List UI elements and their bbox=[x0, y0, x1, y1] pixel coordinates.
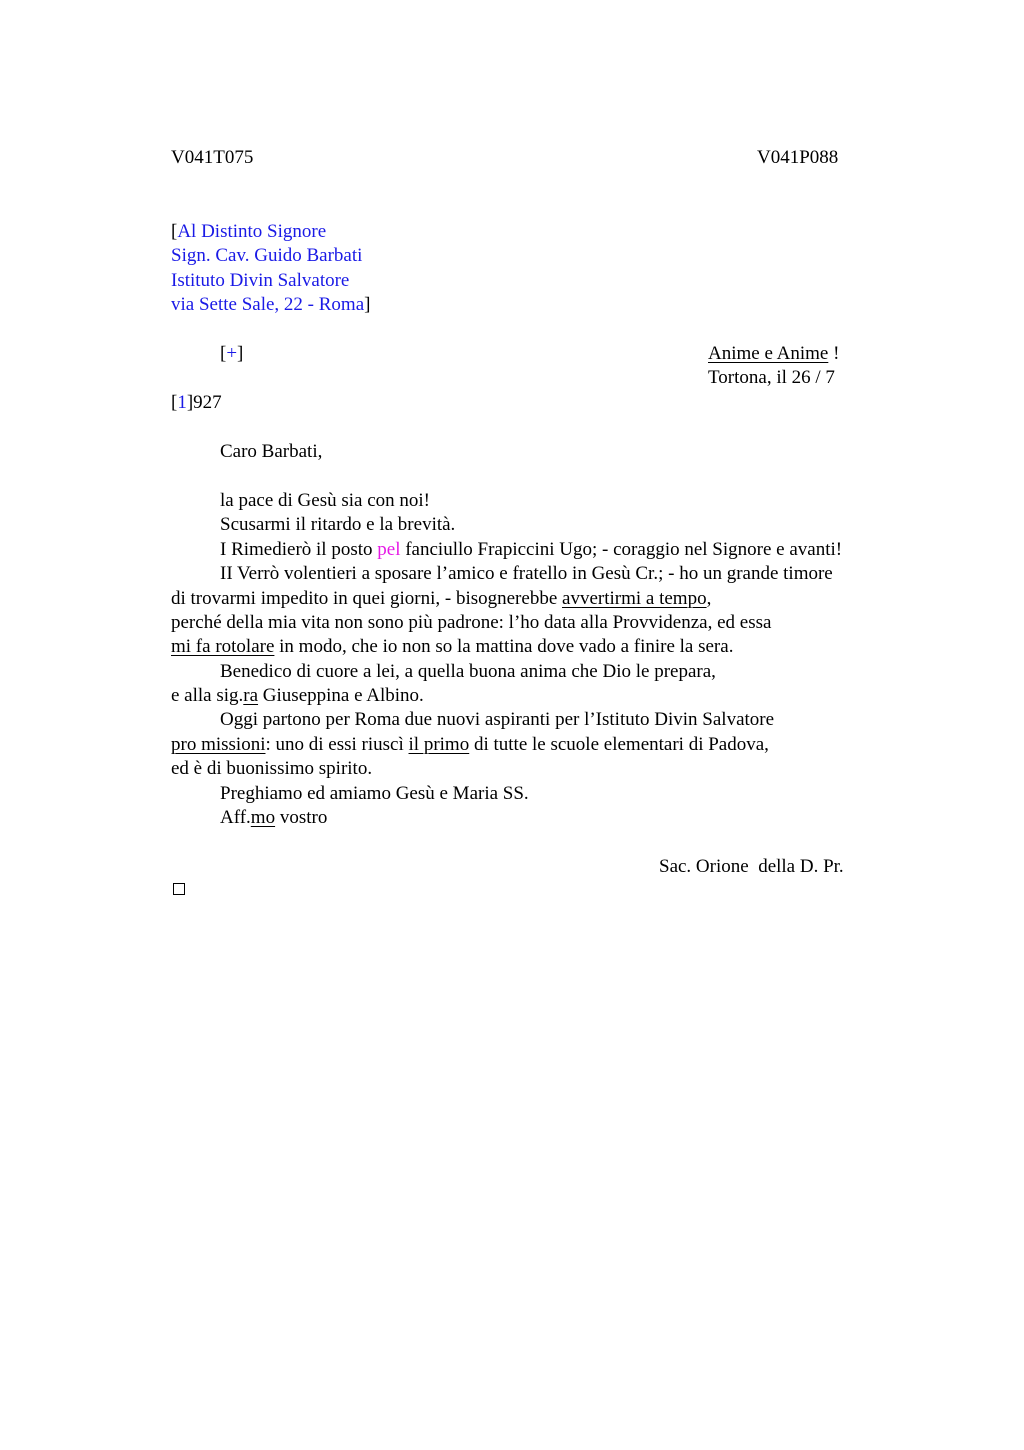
left-code: V041T075 bbox=[171, 147, 254, 168]
editorial-word: pel bbox=[377, 539, 401, 560]
salutation: Caro Barbati, bbox=[220, 441, 323, 462]
address-line-3: Istituto Divin Salvatore bbox=[171, 270, 350, 291]
body-line: Oggi partono per Roma due nuovi aspiranti per l’Istituto Divin Salvatore bbox=[220, 709, 775, 730]
body-line: I Rimedierò il posto pel fanciullo Frapiccini Ugo; - coraggio nel Signore e avanti! bbox=[220, 539, 843, 560]
body-line: Scusarmi il ritardo e la brevità. bbox=[220, 514, 456, 535]
year: [1]927 bbox=[171, 392, 222, 413]
body-line: la pace di Gesù sia con noi! bbox=[220, 490, 430, 511]
address-line-1: Al Distinto Signore bbox=[177, 221, 327, 242]
motto: Anime e Anime ! bbox=[708, 343, 840, 364]
body-line: perché della mia vita non sono più padrone: l’ho data alla Provvidenza, ed essa bbox=[171, 612, 772, 633]
end-marker-square-icon bbox=[173, 883, 185, 895]
body-line: II Verrò volentieri a sposare l’amico e fratello in Gesù Cr.; - ho un grande timore bbox=[220, 563, 833, 584]
body-line: di trovarmi impedito in quei giorni, - bisognerebbe avvertirmi a tempo, bbox=[171, 588, 712, 609]
body-line: ed è di buonissimo spirito. bbox=[171, 758, 373, 779]
address-line-4: via Sette Sale, 22 - Roma bbox=[171, 294, 365, 315]
address-line-2: Sign. Cav. Guido Barbati bbox=[171, 245, 363, 266]
right-code: V041P088 bbox=[757, 147, 839, 168]
body-line: pro missioni: uno di essi riuscì il primo di tutte le scuole elementari di Padova, bbox=[171, 734, 769, 755]
document-page: V041T075 V041P088 [Al Distinto Signore Sign. Cav. Guido Barbati Istituto Divin Salvatore via Sette Sale, 22 - Roma] [+] Anime e Anime ! Tortona, il 26 / 7 [1]927 Caro Barbati, la pace di Gesù sia con noi! Scusarmi il ritardo e la brevità. I Rimedierò il posto pel fanciullo Frapiccini Ugo; - coraggio nel Signore e avanti! II Verrò volentieri a sposare l’amico e fratello in Gesù Cr.; - ho un grande timore di trovarmi impedito in quei giorni, - bisognerebbe avvertirmi a tempo, perché della mia vita non sono più padrone: l’ho data alla Provvidenza, ed essa mi fa rotolare in modo, che io non so la mattina dove vado a finire la sera. Benedico di cuore a lei, a quella buona anima che Dio le prepara, e alla sig.ra Giuseppina e Albino. Oggi partono per Roma due nuovi aspiranti per l’Istituto Divin Salvatore pro missioni: uno di essi riuscì il primo di tutte le scuole elementari di Padova, ed è di buonissimo spirito. Preghiamo ed amiamo Gesù e Maria SS. Aff.mo vostro Sac. Orione della D. Pr. bbox=[0, 0, 1024, 1450]
body-line: mi fa rotolare in modo, che io non so la mattina dove vado a finire la sera. bbox=[171, 636, 734, 657]
body-line: e alla sig.ra Giuseppina e Albino. bbox=[171, 685, 424, 706]
place-date: Tortona, il 26 / 7 bbox=[708, 367, 835, 388]
body-line: Preghiamo ed amiamo Gesù e Maria SS. bbox=[220, 783, 529, 804]
cross-mark: [+] bbox=[220, 343, 244, 364]
signature: Sac. Orione della D. Pr. bbox=[659, 856, 844, 877]
closing: Aff.mo vostro bbox=[220, 807, 328, 828]
body-line: Benedico di cuore a lei, a quella buona anima che Dio le prepara, bbox=[220, 661, 716, 682]
